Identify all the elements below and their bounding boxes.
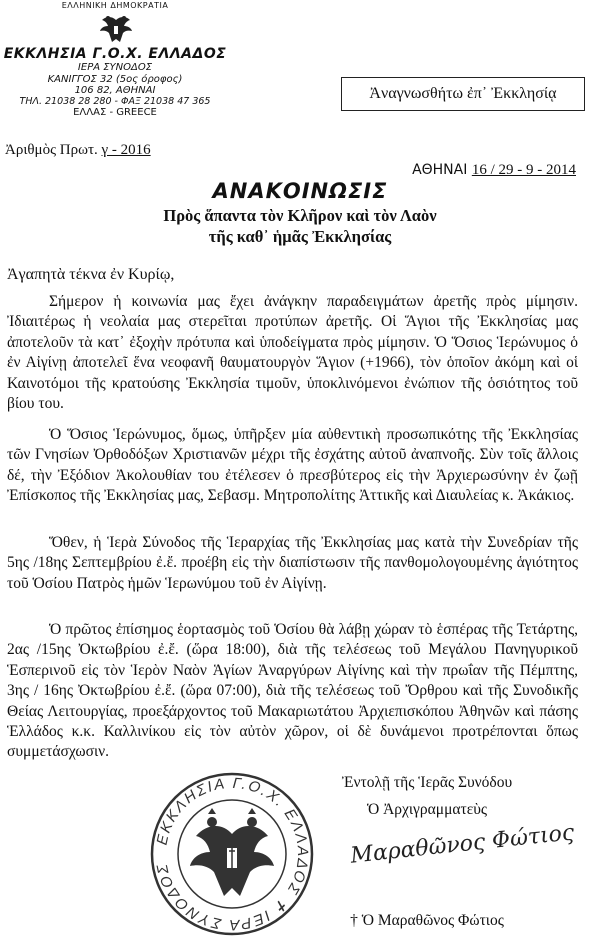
document-subtitle-line1: Πρὸς ἅπαντα τὸν Κλῆρον καὶ τὸν Λαὸν: [163, 206, 437, 225]
handwritten-signature: Μαραθῶνος Φώτιος: [349, 820, 576, 869]
body-paragraph-2: Ὁ Ὅσιος Ἱερώνυμος, ὅμως, ὑπῆρξεν μία αὐθεντικὴ προσωπικότης τῆς Ἐκκλησίας τῶν Γνησίων Ὀρθοδόξων Χριστιανῶν μέχρι τῆς ἐσχάτης αὐτοῦ ἀναπνοῆς. Σὺν τοῖς ἄλλοις δέ, τὴν Ἐξόδιον Ἀκολουθίαν του ἐτέλεσεν ὁ πρεσβύτερος εἰς τὴν Ἀρχιερωσύνην ἐν ζωῇ Ἐπίσκοπος τῆς Ἐκκλησίας μας, Σεβασμ. Μητροπολίτης Ἀττικῆς καὶ Διαυλείας κ. Ἀκάκιος.: [7, 426, 578, 505]
document-title: ΑΝΑΚΟΙΝΩΣΙΣ: [212, 179, 388, 203]
read-in-church-label: Ἀναγνωσθήτω ἐπ᾽ Ἐκκλησίᾳ: [369, 85, 557, 102]
document-subtitle-line2: τῆς καθ᾽ ἡμᾶς Ἐκκλησίας: [208, 227, 392, 246]
letterhead-phone: ΤΗΛ. 21038 28 280 - ΦΑΞ 21038 47 365: [19, 96, 211, 107]
dateline: [412, 162, 576, 179]
greeting: Ἀγαπητὰ τέκνα ἐν Κυρίῳ,: [7, 266, 175, 283]
protocol-label: Ἀριθμὸς Πρωτ.: [5, 142, 98, 158]
dateline-city: ΑΘΗΝΑΙ: [412, 162, 468, 178]
signature-title: Ὁ Ἀρχιγραμματεὺς: [366, 801, 488, 818]
read-in-church-box: [341, 77, 585, 111]
body-paragraph-4: Ὁ πρῶτος ἐπίσημος ἑορτασμὸς τοῦ Ὁσίου θὰ λάβῃ χώραν τὸ ἑσπέρας τῆς Τετάρτης, 2ας /15ης Ὀκτωβρίου ἐ.ἔ. (ὥρα 18:00), διὰ τῆς τελέσεως τοῦ Μεγάλου Πανηγυρικοῦ Ἑσπερινοῦ εἰς τὸν Ἱερὸν Ναὸν Ἁγίων Ἀναργύρων Αἰγίνης καὶ τὴν πρωΐαν τῆς Πέμπτης, 3ης / 16ης Ὀκτωβρίου ἐ.ἔ. (ὥρα 07:00), διὰ τῆς τελέσεως τοῦ Ὄρθρου καὶ τῆς Συνοδικῆς Θείας Λειτουργίας, προεξάρχοντος τοῦ Μακαριωτάτου Ἀρχιεπισκόπου Ἀθηνῶν καὶ πάσης Ἑλλάδος κ.κ. Καλλινίκου εἰς τὸν αὐτὸν χῶρον, οἱ δὲ δυνάμενοι προτρέπονται ὅπως συμμετάσχωσιν.: [7, 621, 578, 761]
letterhead-address-line2: 106 82, ΑΘΗΝΑΙ: [74, 85, 156, 96]
signature-name: † Ὁ Μαραθῶνος Φώτιος: [350, 912, 504, 929]
protocol-number: [5, 142, 151, 159]
dateline-date: 16 / 29 - 9 - 2014: [471, 162, 576, 178]
letterhead-synod: ΙΕΡΑ ΣΥΝΟΔΟΣ: [77, 62, 153, 73]
svg-text:ΕΚΚΛΗΣΙΑ Γ.Ο.Χ. ΕΛΛΑΔΟΣ ✝ ΙΕΡΑ: ΕΚΚΛΗΣΙΑ Γ.Ο.Χ. ΕΛΛΑΔΟΣ ✝ ΙΕΡΑ ΣΥΝΟΔΟΣ: [153, 774, 312, 934]
signature-authority: Ἐντολῇ τῆς Ἱερᾶς Συνόδου: [341, 774, 513, 791]
body-paragraph-1: Σήμερον ἡ κοινωνία μας ἔχει ἀνάγκην παραδειγμάτων ἀρετῆς πρὸς μίμησιν. Ἰδιαιτέρως ἡ νεολαία μας στερεῖται προτύπων ἀρετῆς. Οἱ Ἅγιοι τῆς Ἐκκλησίας μας ἀποτελοῦν τὰ κατ᾽ ἐξοχὴν πρότυπα καὶ ὑποδείγματα πρὸς μίμησιν. Ὁ Ὅσιος Ἱερώνυμος ὁ ἐν Αἰγίνῃ ἀποτελεῖ ἕνα νεοφανῆ θαυματουργὸν Ἅγιον (+1966), τὸν ὁποῖον ἀκόμη καὶ οἱ Καινοτόμοι τῆς κρατούσης Ἐκκλησία τιμοῦν, ὑποκλινόμενοι ἐνώπιον τῆς ὁσιότητος τοῦ βίου του.: [7, 293, 578, 413]
seal-eagle-icon: [190, 808, 274, 896]
body-paragraph-3: Ὅθεν, ἡ Ἱερὰ Σύνοδος τῆς Ἱεραρχίας τῆς Ἐκκλησίας μας κατὰ τὴν Συνεδρίαν τῆς 5ης /18ης Σεπτεμβρίου ἐ.ἔ. προέβη εἰς τὴν διαπίστωσιν τῆς πανθομολογουμένης ἁγιότητος τοῦ Ὁσίου Πατρὸς ἡμῶν Ἱερωνύμου τοῦ ἐν Αἰγίνῃ.: [7, 534, 578, 592]
letterhead-republic: ΕΛΛΗΝΙΚΗ ΔΗΜΟΚΡΑΤΙΑ: [61, 1, 169, 10]
letterhead-country: ΕΛΛΑΣ - GREECE: [73, 107, 157, 118]
protocol-value: γ - 2016: [101, 142, 151, 158]
letterhead-church: ΕΚΚΛΗΣΙΑ Γ.Ο.Χ. ΕΛΛΑΔΟΣ: [3, 46, 227, 62]
letterhead-address-line1: ΚΑΝΙΓΓΟΣ 32 (5ος όροφος): [47, 74, 183, 85]
double-headed-eagle-icon: [98, 14, 134, 46]
